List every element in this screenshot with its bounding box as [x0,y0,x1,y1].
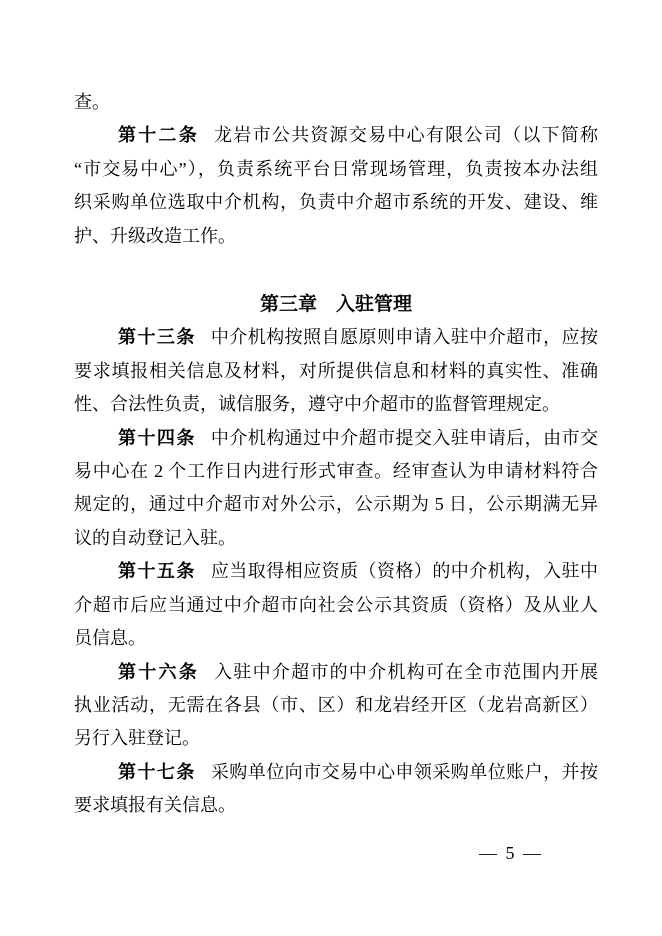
text-line: 易中心在 2 个工作日内进行形式审查。经审查认为申请材料符合 [74,461,598,482]
page-number: — 5 — [479,843,543,863]
article-15-number: 第十五条 [118,561,196,582]
text-line: 介超市后应当通过中介超市向社会公示其资质（资格）及从业人 [74,594,598,615]
text-line [74,119,598,152]
text-line: 性、合法性负责，诚信服务，遵守中介超市的监督管理规定。 [74,394,560,415]
article-15-paragraph [74,555,598,655]
article-13-paragraph [74,321,598,421]
text-line: 另行入驻登记。 [74,728,200,749]
article-12-paragraph [74,119,598,253]
article-13-number: 第十三条 [118,327,196,348]
article-16-number: 第十六条 [118,661,200,682]
text-line [74,555,598,588]
article-16-paragraph [74,656,598,756]
text-line: 规定的，通过中介超市对外公示，公示期为 5 日，公示期满无异 [74,494,598,515]
text-line: 要求填报相关信息及材料，对所提供信息和材料的真实性、准确 [74,360,598,381]
article-16-text: 入驻中介超市的中介机构可在全市范围内开展 [214,661,599,682]
text-line: 织采购单位选取中介机构，负责中介超市系统的开发、建设、维 [74,192,598,213]
article-12-number: 第十二条 [118,125,200,146]
text-line [74,321,598,354]
text-line: 议的自动登记入驻。 [74,527,236,548]
article-13-text: 中介机构按照自愿原则申请入驻中介超市，应按 [210,327,599,348]
text-line: 执业活动，无需在各县（市、区）和龙岩经开区（龙岩高新区） [74,694,598,715]
text-line [74,756,598,789]
article-17-paragraph [74,756,598,823]
text-line: “市交易中心”），负责系统平台日常现场管理，负责按本办法组 [74,158,598,179]
text-line [74,422,598,455]
text-line: 护、升级改造工作。 [74,225,236,246]
article-12-text: 龙岩市公共资源交易中心有限公司（以下简称 [214,125,599,146]
chapter-heading: 第三章 入驻管理 [259,294,412,316]
text-line: 查。 [74,92,110,112]
document-body [74,86,598,823]
text-line: 要求填报有关信息。 [74,795,236,816]
article-14-paragraph [74,422,598,556]
text-line [74,656,598,689]
article-15-text: 应当取得相应资质（资格）的中介机构，入驻中 [210,561,599,582]
article-14-number: 第十四条 [118,427,196,448]
article-17-number: 第十七条 [118,761,196,782]
paragraph-continuation [74,86,598,119]
article-14-text: 中介机构通过中介超市提交入驻申请后，由市交 [210,427,599,448]
article-17-text: 采购单位向市交易中心申领采购单位账户，并按 [210,761,599,782]
text-line: 员信息。 [74,628,146,649]
